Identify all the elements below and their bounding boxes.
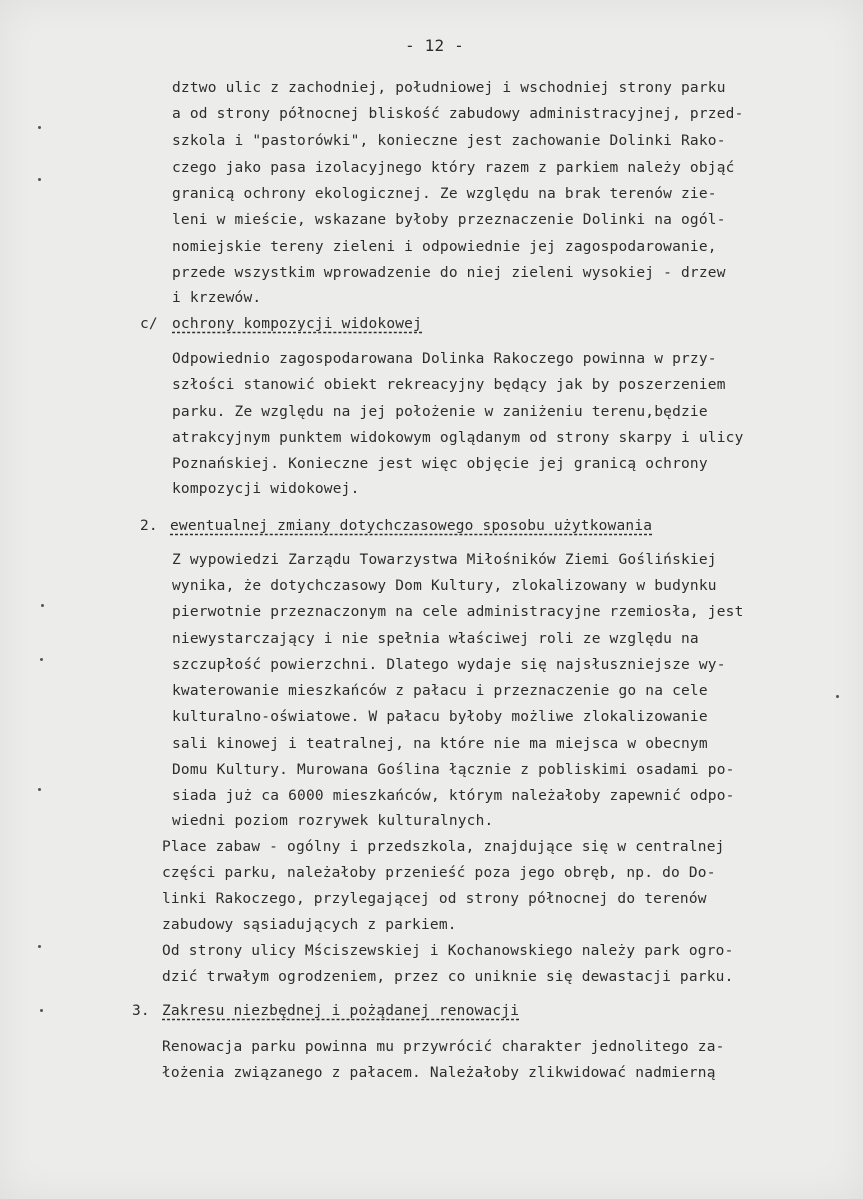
text-line: przede wszystkim wprowadzenie do niej zieleni wysokiej - drzew (172, 265, 726, 281)
scan-speck (38, 945, 41, 948)
scan-speck (836, 695, 839, 698)
scan-speck (40, 658, 43, 661)
scan-speck (38, 126, 41, 129)
section-marker: c/ (140, 316, 158, 332)
text-line: wynika, że dotychczasowy Dom Kultury, zlokalizowany w budynku (172, 578, 717, 594)
text-line: pierwotnie przeznaczonym na cele administracyjne rzemiosła, jest (172, 604, 744, 620)
text-line: Odpowiednio zagospodarowana Dolinka Rakoczego powinna w przy- (172, 351, 717, 367)
text-line: czego jako pasa izolacyjnego który razem z parkiem należy objąć (172, 160, 735, 176)
text-line: Z wypowiedzi Zarządu Towarzystwa Miłośników Ziemi Goślińskiej (172, 552, 717, 568)
text-line: wiedni poziom rozrywek kulturalnych. (172, 813, 494, 829)
text-line: i krzewów. (172, 290, 262, 306)
text-line: Od strony ulicy Mściszewskiej i Kochanowskiego należy park ogro- (162, 943, 734, 959)
text-line: szczupłość powierzchni. Dlatego wydaje się najsłuszniejsze wy- (172, 657, 726, 673)
text-line: parku. Ze względu na jej położenie w zaniżeniu terenu,będzie (172, 404, 708, 420)
text-line: sali kinowej i teatralnej, na które nie ma miejsca w obecnym (172, 736, 708, 752)
text-line: kwaterowanie mieszkańców z pałacu i przeznaczenie go na cele (172, 683, 708, 699)
text-line: dztwo ulic z zachodniej, południowej i wschodniej strony parku (172, 80, 726, 96)
text-line: szłości stanowić obiekt rekreacyjny będący jak by poszerzeniem (172, 377, 726, 393)
text-line: szkola i "pastorówki", konieczne jest zachowanie Dolinki Rako- (172, 133, 726, 149)
text-line: Domu Kultury. Murowana Goślina łącznie z pobliskimi osadami po- (172, 762, 735, 778)
scan-speck (38, 178, 41, 181)
text-line: a od strony północnej bliskość zabudowy administracyjnej, przed- (172, 106, 744, 122)
text-line: niewystarczający i nie spełnia właściwej roli ze względu na (172, 631, 699, 647)
text-line: dzić trwałym ogrodzeniem, przez co uniknie się dewastacji parku. (162, 969, 734, 985)
text-line: łożenia związanego z pałacem. Należałoby zlikwidować nadmierną (162, 1065, 716, 1081)
section-heading: ochrony kompozycji widokowej (172, 316, 423, 332)
text-line: Place zabaw - ogólny i przedszkola, znajdujące się w centralnej (162, 839, 725, 855)
scan-speck (41, 604, 44, 607)
text-line: granicą ochrony ekologicznej. Ze względu na brak terenów zie- (172, 186, 717, 202)
text-line: Renowacja parku powinna mu przywrócić charakter jednolitego za- (162, 1039, 725, 1055)
section-marker: 3. (132, 1003, 150, 1019)
text-line: siada już ca 6000 mieszkańców, którym należałoby zapewnić odpo- (172, 788, 735, 804)
text-line: części parku, należałoby przenieść poza jego obręb, np. do Do- (162, 865, 716, 881)
scan-speck (38, 788, 41, 791)
section-heading: ewentualnej zmiany dotychczasowego sposobu użytkowania (170, 518, 653, 534)
text-line: Poznańskiej. Konieczne jest więc objęcie jej granicą ochrony (172, 456, 708, 472)
text-line: zabudowy sąsiadujących z parkiem. (162, 917, 457, 933)
section-marker: 2. (140, 518, 158, 534)
text-line: kompozycji widokowej. (172, 481, 360, 497)
text-line: linki Rakoczego, przylegającej od strony północnej do terenów (162, 891, 707, 907)
section-heading: Zakresu niezbędnej i pożądanej renowacji (162, 1003, 520, 1019)
text-line: nomiejskie tereny zieleni i odpowiednie jej zagospodarowanie, (172, 239, 717, 255)
scan-speck (40, 1009, 43, 1012)
text-line: atrakcyjnym punktem widokowym oglądanym od strony skarpy i ulicy (172, 430, 744, 446)
page-number: - 12 - (405, 36, 464, 55)
text-line: leni w mieście, wskazane byłoby przeznaczenie Dolinki na ogól- (172, 212, 726, 228)
text-line: kulturalno-oświatowe. W pałacu byłoby możliwe zlokalizowanie (172, 709, 708, 725)
